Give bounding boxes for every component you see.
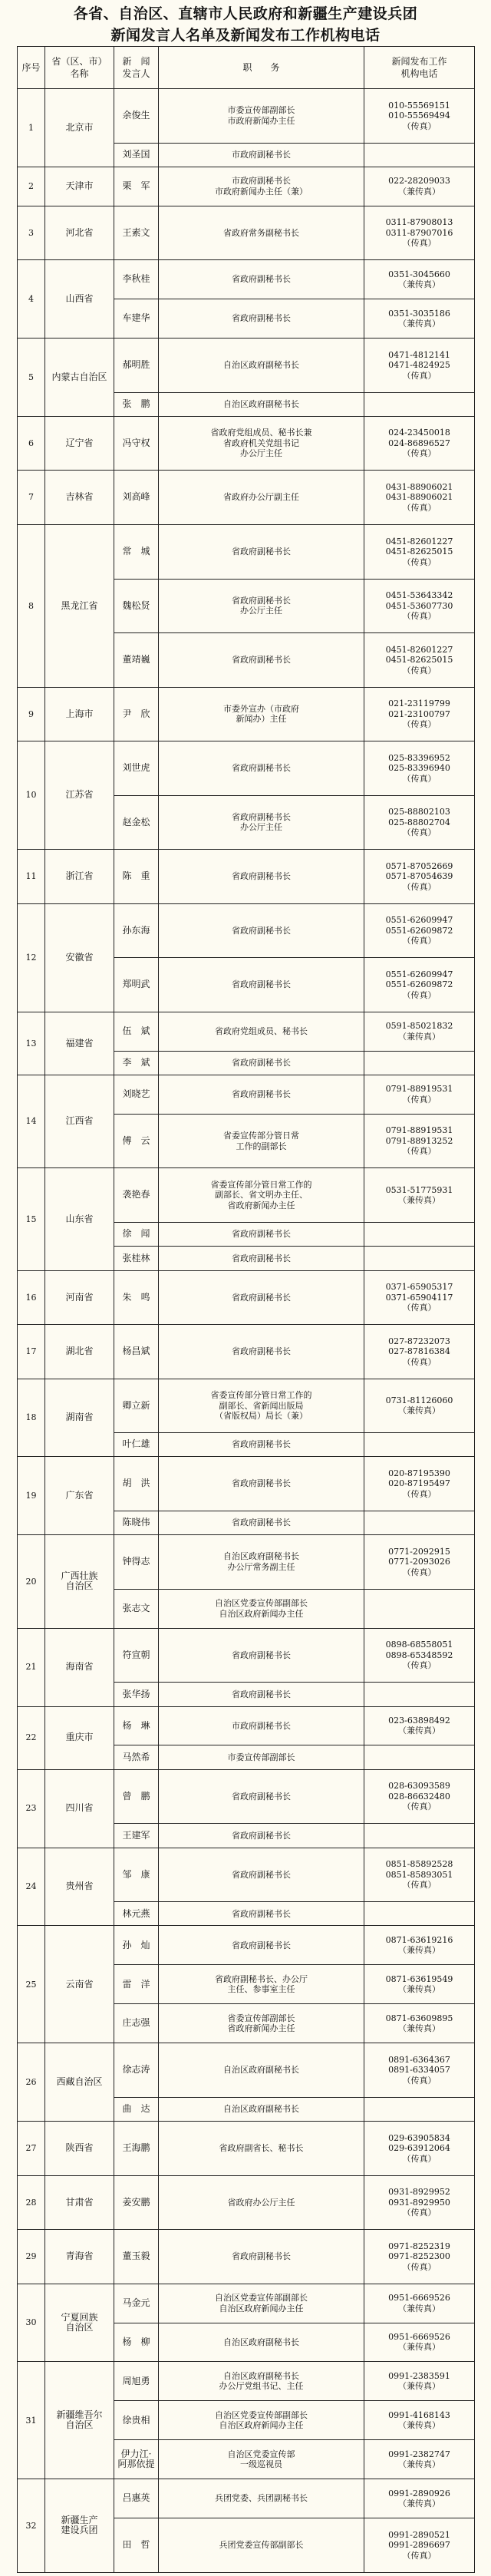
- spokesperson-name: 叶仁雄: [114, 1433, 159, 1457]
- office-phone: 022-28209033 （兼传真）: [364, 167, 475, 206]
- spokesperson-name: 伊力江· 阿那依提: [114, 2440, 159, 2479]
- spokesperson-name: 王海鹏: [114, 2122, 159, 2176]
- spokesperson-post: 省政府办公厅副主任: [159, 471, 364, 525]
- spokesperson-name: 李秋桂: [114, 260, 159, 299]
- province-name: 宁夏回族 自治区: [45, 2284, 114, 2362]
- spokesperson-post: 省政府副秘书长: [159, 1683, 364, 1706]
- spokesperson-name: 田 哲: [114, 2518, 159, 2573]
- table-row: [18, 1457, 475, 1511]
- spokesperson-name: 周旭勇: [114, 2362, 159, 2401]
- spokesperson-name: 董靖巍: [114, 633, 159, 688]
- office-phone: 0371-65905317 0371-65904117 （传真）: [364, 1270, 475, 1325]
- table-row: [18, 1706, 475, 1745]
- table-row: [18, 2284, 475, 2323]
- spokesperson-name: 胡 洪: [114, 1457, 159, 1511]
- spokesperson-name: 车建华: [114, 299, 159, 339]
- title-line-1: 各省、自治区、直辖市人民政府和新疆生产建设兵团: [73, 5, 418, 22]
- table-row: [18, 525, 475, 580]
- header-province: 省（区、市） 名称: [45, 47, 114, 89]
- table-row: [18, 1325, 475, 1379]
- spokesperson-post: 省政府副秘书长: [159, 633, 364, 688]
- row-number: 28: [18, 2175, 45, 2230]
- spokesperson-post: 省政府副秘书长: [159, 741, 364, 796]
- province-name: 河南省: [45, 1270, 114, 1325]
- row-number: 29: [18, 2230, 45, 2284]
- province-name: 黑龙江省: [45, 525, 114, 688]
- office-phone: 025-83396952 025-83396940 （传真）: [364, 741, 475, 796]
- header-phone: 新闻发布工作 机构电话: [364, 47, 475, 89]
- province-name: 贵州省: [45, 1848, 114, 1926]
- spokesperson-post: 省政府副秘书长: [159, 525, 364, 580]
- spokesperson-post: 自治区党委宣传部副部长 自治区政府新闻办主任: [159, 2284, 364, 2323]
- office-phone: 0791-88919531 0791-88913252 （传真）: [364, 1114, 475, 1168]
- table-row: [18, 416, 475, 471]
- spokesperson-name: 孙东海: [114, 903, 159, 958]
- spokesperson-name: 张 鹏: [114, 392, 159, 416]
- office-phone: [364, 1902, 475, 1926]
- office-phone: 0951-6669526 （兼传真）: [364, 2323, 475, 2362]
- row-number: 23: [18, 1769, 45, 1848]
- office-phone: 0971-8252319 0971-8252300 （传真）: [364, 2230, 475, 2284]
- row-number: 26: [18, 2043, 45, 2122]
- province-name: 吉林省: [45, 471, 114, 525]
- spokesperson-name: 符宣朝: [114, 1628, 159, 1683]
- row-number: 11: [18, 850, 45, 904]
- spokesperson-post: 省政府办公厅主任: [159, 2175, 364, 2230]
- province-name: 北京市: [45, 89, 114, 167]
- spokesperson-post: 省委宣传部分管日常工作的 副部长、省新闻出版局 （省版权局）局长（兼）: [159, 1379, 364, 1433]
- spokesperson-name: 李 斌: [114, 1051, 159, 1075]
- row-number: 20: [18, 1535, 45, 1628]
- table-row: [18, 167, 475, 206]
- spokesperson-post: 兵团党委、兵团副秘书长: [159, 2479, 364, 2518]
- table-row: [18, 1769, 475, 1824]
- spokesperson-name: 吕惠英: [114, 2479, 159, 2518]
- office-phone: 0991-2890521 0991-2896697 （传真）: [364, 2518, 475, 2573]
- province-name: 湖南省: [45, 1379, 114, 1457]
- spokesperson-name: 杨昌斌: [114, 1325, 159, 1379]
- province-name: 浙江省: [45, 850, 114, 904]
- table-row: [18, 1270, 475, 1325]
- row-number: 30: [18, 2284, 45, 2362]
- office-phone: [364, 1824, 475, 1848]
- spokesperson-post: 自治区政府副秘书长: [159, 339, 364, 393]
- province-name: 上海市: [45, 687, 114, 741]
- table-row: [18, 471, 475, 525]
- office-phone: 0351-3045660 （兼传真）: [364, 260, 475, 299]
- row-number: 3: [18, 206, 45, 260]
- table-row: [18, 1075, 475, 1114]
- office-phone: 0451-82601227 0451-82625015 （传真）: [364, 525, 475, 580]
- table-row: [18, 1379, 475, 1433]
- province-name: 青海省: [45, 2230, 114, 2284]
- spokesperson-post: 省政府副秘书长: [159, 1457, 364, 1511]
- spokesperson-name: 姜安鹏: [114, 2175, 159, 2230]
- spokesperson-name: 董玉毅: [114, 2230, 159, 2284]
- province-name: 新疆生产 建设兵团: [45, 2479, 114, 2572]
- office-phone: 0871-63619216 （兼传真）: [364, 1926, 475, 1965]
- office-phone: 0931-8929952 0931-8929950 （传真）: [364, 2175, 475, 2230]
- office-phone: 0991-4168143 （兼传真）: [364, 2401, 475, 2440]
- table-row: [18, 2230, 475, 2284]
- province-name: 新疆维吾尔 自治区: [45, 2362, 114, 2479]
- office-phone: 0771-2092915 0771-2093026 （传真）: [364, 1535, 475, 1590]
- row-number: 9: [18, 687, 45, 741]
- office-phone: 027-87232073 027-87816384 （传真）: [364, 1325, 475, 1379]
- province-name: 广西壮族 自治区: [45, 1535, 114, 1628]
- spokesperson-name: 卿立新: [114, 1379, 159, 1433]
- province-name: 云南省: [45, 1926, 114, 2043]
- row-number: 15: [18, 1168, 45, 1270]
- row-number: 18: [18, 1379, 45, 1457]
- table-row: [18, 1168, 475, 1223]
- spokesperson-post: 省政府常务副秘书长: [159, 206, 364, 260]
- spokesperson-post: 自治区党委宣传部副部长 自治区政府新闻办主任: [159, 2401, 364, 2440]
- spokesperson-post: 省政府副秘书长: [159, 1824, 364, 1848]
- province-name: 河北省: [45, 206, 114, 260]
- spokesperson-post: 省政府副秘书长、办公厅 主任、参事室主任: [159, 1965, 364, 2004]
- spokesperson-post: 省委宣传部副部长 省政府新闻办主任: [159, 2004, 364, 2043]
- document-title: [17, 3, 474, 46]
- office-phone: [364, 1433, 475, 1457]
- table-row: [18, 2043, 475, 2098]
- spokesperson-post: 自治区党委宣传部副部长 自治区政府新闻办主任: [159, 1589, 364, 1628]
- office-phone: 025-88802103 025-88802704 （传真）: [364, 795, 475, 850]
- office-phone: 0571-87052669 0571-87054639 （传真）: [364, 850, 475, 904]
- office-phone: [364, 1051, 475, 1075]
- header-spokesperson: 新 闻 发言人: [114, 47, 159, 89]
- spokesperson-name: 常 城: [114, 525, 159, 580]
- spokesperson-post: 省政府副秘书长: [159, 1769, 364, 1824]
- province-name: 辽宁省: [45, 416, 114, 471]
- table-row: [18, 260, 475, 299]
- table-row: [18, 2362, 475, 2401]
- spokesperson-name: 林元燕: [114, 1902, 159, 1926]
- spokesperson-post: 兵团党委宣传部副部长: [159, 2518, 364, 2573]
- spokesperson-name: 陈 重: [114, 850, 159, 904]
- spokesperson-name: 郝明胜: [114, 339, 159, 393]
- spokesperson-name: 徐贵相: [114, 2401, 159, 2440]
- row-number: 13: [18, 1012, 45, 1075]
- spokesperson-name: 钟得志: [114, 1535, 159, 1590]
- spokesperson-post: 省政府副秘书长: [159, 1325, 364, 1379]
- spokesperson-post: 市政府副秘书长 市政府新闻办主任（兼）: [159, 167, 364, 206]
- table-row: [18, 2122, 475, 2176]
- spokesperson-post: 省政府副秘书长: [159, 299, 364, 339]
- spokesperson-post: 省政府副秘书长: [159, 850, 364, 904]
- spokesperson-post: 自治区政府副秘书长 办公厅常务副主任: [159, 1535, 364, 1590]
- spokesperson-post: 省委宣传部分管日常 工作的副部长: [159, 1114, 364, 1168]
- spokesperson-name: 余俊生: [114, 89, 159, 144]
- spokesperson-name: 朱 鸣: [114, 1270, 159, 1325]
- spokesperson-name: 栗 军: [114, 167, 159, 206]
- spokesperson-name: 刘晓艺: [114, 1075, 159, 1114]
- province-name: 天津市: [45, 167, 114, 206]
- spokesperson-post: 自治区政府副秘书长: [159, 392, 364, 416]
- spokesperson-name: 雷 洋: [114, 1965, 159, 2004]
- spokesperson-post: 自治区政府副秘书长 办公厅党组书记、主任: [159, 2362, 364, 2401]
- spokesperson-table: [17, 46, 475, 2573]
- spokesperson-post: 省政府副秘书长: [159, 1511, 364, 1534]
- office-phone: 0991-2382747 （兼传真）: [364, 2440, 475, 2479]
- spokesperson-post: 市政府副秘书长: [159, 1706, 364, 1745]
- spokesperson-post: 省政府党组成员、秘书长兼 省政府机关党组书记 办公厅主任: [159, 416, 364, 471]
- office-phone: 0791-88919531 （传真）: [364, 1075, 475, 1114]
- office-phone: 0991-2890926 （兼传真）: [364, 2479, 475, 2518]
- spokesperson-name: 张桂林: [114, 1247, 159, 1270]
- row-number: 5: [18, 339, 45, 417]
- spokesperson-name: 刘高峰: [114, 471, 159, 525]
- row-number: 25: [18, 1926, 45, 2043]
- province-name: 内蒙古自治区: [45, 339, 114, 417]
- spokesperson-name: 王建军: [114, 1824, 159, 1848]
- spokesperson-post: 自治区政府副秘书长: [159, 2097, 364, 2121]
- table-row: [18, 89, 475, 144]
- row-number: 14: [18, 1075, 45, 1167]
- province-name: 江苏省: [45, 741, 114, 850]
- province-name: 山东省: [45, 1168, 114, 1270]
- spokesperson-post: 市委宣传部副部长: [159, 1745, 364, 1769]
- spokesperson-name: 曾 鹏: [114, 1769, 159, 1824]
- spokesperson-name: 刘世虎: [114, 741, 159, 796]
- office-phone: 0451-82601227 0451-82625015 （传真）: [364, 633, 475, 688]
- row-number: 27: [18, 2122, 45, 2176]
- spokesperson-name: 冯守权: [114, 416, 159, 471]
- row-number: 8: [18, 525, 45, 688]
- office-phone: 0731-81126060 （兼传真）: [364, 1379, 475, 1433]
- table-row: [18, 2479, 475, 2518]
- office-phone: 0351-3035186 （兼传真）: [364, 299, 475, 339]
- header-seq: 序号: [18, 47, 45, 89]
- spokesperson-post: 省政府副秘书长: [159, 903, 364, 958]
- table-row: [18, 2175, 475, 2230]
- spokesperson-name: 刘圣国: [114, 143, 159, 167]
- spokesperson-name: 徐 闻: [114, 1222, 159, 1246]
- table-row: [18, 741, 475, 796]
- spokesperson-post: 省政府副秘书长 办公厅主任: [159, 579, 364, 633]
- table-body: [18, 89, 475, 2573]
- province-name: 山西省: [45, 260, 114, 339]
- row-number: 24: [18, 1848, 45, 1926]
- office-phone: 0851-85892528 0851-85893051 （传真）: [364, 1848, 475, 1902]
- table-row: [18, 850, 475, 904]
- spokesperson-post: 省政府副省长、秘书长: [159, 2122, 364, 2176]
- table-row: [18, 1012, 475, 1051]
- row-number: 22: [18, 1706, 45, 1769]
- office-phone: [364, 1511, 475, 1534]
- office-phone: 029-63905834 029-63912064 （传真）: [364, 2122, 475, 2176]
- spokesperson-post: 省政府副秘书长: [159, 1051, 364, 1075]
- office-phone: [364, 1222, 475, 1246]
- spokesperson-post: 省政府副秘书长: [159, 1848, 364, 1902]
- spokesperson-name: 傅 云: [114, 1114, 159, 1168]
- spokesperson-post: 省政府副秘书长: [159, 1270, 364, 1325]
- spokesperson-post: 省政府副秘书长: [159, 1902, 364, 1926]
- row-number: 2: [18, 167, 45, 206]
- office-phone: [364, 1745, 475, 1769]
- office-phone: 0451-53643342 0451-53607730 （传真）: [364, 579, 475, 633]
- spokesperson-name: 郑明武: [114, 958, 159, 1012]
- spokesperson-post: 省政府党组成员、秘书长: [159, 1012, 364, 1051]
- spokesperson-post: 自治区政府副秘书长: [159, 2043, 364, 2098]
- office-phone: [364, 1247, 475, 1270]
- province-name: 广东省: [45, 1457, 114, 1535]
- spokesperson-name: 曲 达: [114, 2097, 159, 2121]
- table-row: [18, 339, 475, 393]
- spokesperson-name: 杨 琳: [114, 1706, 159, 1745]
- office-phone: 0471-4812141 0471-4824925 （传真）: [364, 339, 475, 393]
- province-name: 西藏自治区: [45, 2043, 114, 2122]
- spokesperson-name: 袭艳春: [114, 1168, 159, 1223]
- office-phone: 023-63898492 （兼传真）: [364, 1706, 475, 1745]
- table-row: [18, 687, 475, 741]
- spokesperson-post: 市委宣传部副部长 市政府新闻办主任: [159, 89, 364, 144]
- office-phone: 0531-51775931 （兼传真）: [364, 1168, 475, 1223]
- spokesperson-name: 邹 康: [114, 1848, 159, 1902]
- province-name: 甘肃省: [45, 2175, 114, 2230]
- spokesperson-post: 省政府副秘书长 办公厅主任: [159, 795, 364, 850]
- province-name: 江西省: [45, 1075, 114, 1167]
- row-number: 10: [18, 741, 45, 850]
- spokesperson-name: 杨 柳: [114, 2323, 159, 2362]
- spokesperson-post: 省政府副秘书长: [159, 1075, 364, 1114]
- table-row: [18, 206, 475, 260]
- spokesperson-name: 陈晓伟: [114, 1511, 159, 1534]
- spokesperson-post: 自治区政府副秘书长: [159, 2323, 364, 2362]
- office-phone: 0311-87908013 0311-87907016 （传真）: [364, 206, 475, 260]
- spokesperson-name: 张华扬: [114, 1683, 159, 1706]
- spokesperson-name: 尹 欣: [114, 687, 159, 741]
- header-post: 职 务: [159, 47, 364, 89]
- office-phone: [364, 2097, 475, 2121]
- spokesperson-name: 马金元: [114, 2284, 159, 2323]
- title-line-2: 新闻发言人名单及新闻发布工作机构电话: [110, 27, 381, 44]
- row-number: 32: [18, 2479, 45, 2572]
- office-phone: 0991-2383591 （兼传真）: [364, 2362, 475, 2401]
- spokesperson-name: 马然希: [114, 1745, 159, 1769]
- spokesperson-post: 市委外宣办（市政府 新闻办）主任: [159, 687, 364, 741]
- row-number: 19: [18, 1457, 45, 1535]
- office-phone: 0591-85021832 （兼传真）: [364, 1012, 475, 1051]
- spokesperson-post: 省政府副秘书长: [159, 1433, 364, 1457]
- table-row: [18, 1535, 475, 1590]
- office-phone: 024-23450018 024-86896527 （传真）: [364, 416, 475, 471]
- office-phone: 028-63093589 028-86632480 （传真）: [364, 1769, 475, 1824]
- province-name: 陕西省: [45, 2122, 114, 2176]
- office-phone: 0891-6364367 0891-6334057 （传真）: [364, 2043, 475, 2098]
- province-name: 海南省: [45, 1628, 114, 1706]
- spokesperson-post: 省政府副秘书长: [159, 1247, 364, 1270]
- spokesperson-name: 王素文: [114, 206, 159, 260]
- table-row: [18, 1926, 475, 1965]
- office-phone: 0431-88906021 0431-88906021 （传真）: [364, 471, 475, 525]
- row-number: 21: [18, 1628, 45, 1706]
- province-name: 重庆市: [45, 1706, 114, 1769]
- spokesperson-name: 魏松贤: [114, 579, 159, 633]
- row-number: 6: [18, 416, 45, 471]
- row-number: 16: [18, 1270, 45, 1325]
- spokesperson-name: 徐志涛: [114, 2043, 159, 2098]
- spokesperson-name: 庄志强: [114, 2004, 159, 2043]
- office-phone: 010-55569151 010-55569494 （传真）: [364, 89, 475, 144]
- office-phone: 0951-6669526 （兼传真）: [364, 2284, 475, 2323]
- row-number: 31: [18, 2362, 45, 2479]
- spokesperson-post: 自治区党委宣传部 一级巡视员: [159, 2440, 364, 2479]
- spokesperson-post: 省政府副秘书长: [159, 958, 364, 1012]
- spokesperson-post: 省政府副秘书长: [159, 1222, 364, 1246]
- spokesperson-name: 赵金松: [114, 795, 159, 850]
- table-row: [18, 1628, 475, 1683]
- province-name: 福建省: [45, 1012, 114, 1075]
- office-phone: [364, 1683, 475, 1706]
- spokesperson-post: 省政府副秘书长: [159, 1926, 364, 1965]
- office-phone: [364, 1589, 475, 1628]
- row-number: 12: [18, 903, 45, 1012]
- spokesperson-post: 省政府副秘书长: [159, 2230, 364, 2284]
- office-phone: 021-23119799 021-23100797 （传真）: [364, 687, 475, 741]
- province-name: 四川省: [45, 1769, 114, 1848]
- province-name: 湖北省: [45, 1325, 114, 1379]
- office-phone: [364, 392, 475, 416]
- office-phone: 0551-62609947 0551-62609872 （传真）: [364, 958, 475, 1012]
- spokesperson-name: 张志文: [114, 1589, 159, 1628]
- office-phone: 0871-63609895 （兼传真）: [364, 2004, 475, 2043]
- spokesperson-post: 省政府副秘书长: [159, 260, 364, 299]
- province-name: 安徽省: [45, 903, 114, 1012]
- spokesperson-name: 伍 斌: [114, 1012, 159, 1051]
- table-row: [18, 903, 475, 958]
- row-number: 4: [18, 260, 45, 339]
- table-row: [18, 1848, 475, 1902]
- office-phone: 0898-68558051 0898-65348592 （传真）: [364, 1628, 475, 1683]
- spokesperson-post: 省政府副秘书长: [159, 1628, 364, 1683]
- row-number: 1: [18, 89, 45, 167]
- row-number: 17: [18, 1325, 45, 1379]
- row-number: 7: [18, 471, 45, 525]
- office-phone: 020-87195390 020-87195497 （传真）: [364, 1457, 475, 1511]
- spokesperson-post: 市政府副秘书长: [159, 143, 364, 167]
- office-phone: 0551-62609947 0551-62609872 （传真）: [364, 903, 475, 958]
- office-phone: 0871-63619549 （兼传真）: [364, 1965, 475, 2004]
- table-header-row: [18, 47, 475, 89]
- spokesperson-name: 孙 灿: [114, 1926, 159, 1965]
- spokesperson-post: 省委宣传部分管日常工作的 副部长、省文明办主任、 省政府新闻办主任: [159, 1168, 364, 1223]
- office-phone: [364, 143, 475, 167]
